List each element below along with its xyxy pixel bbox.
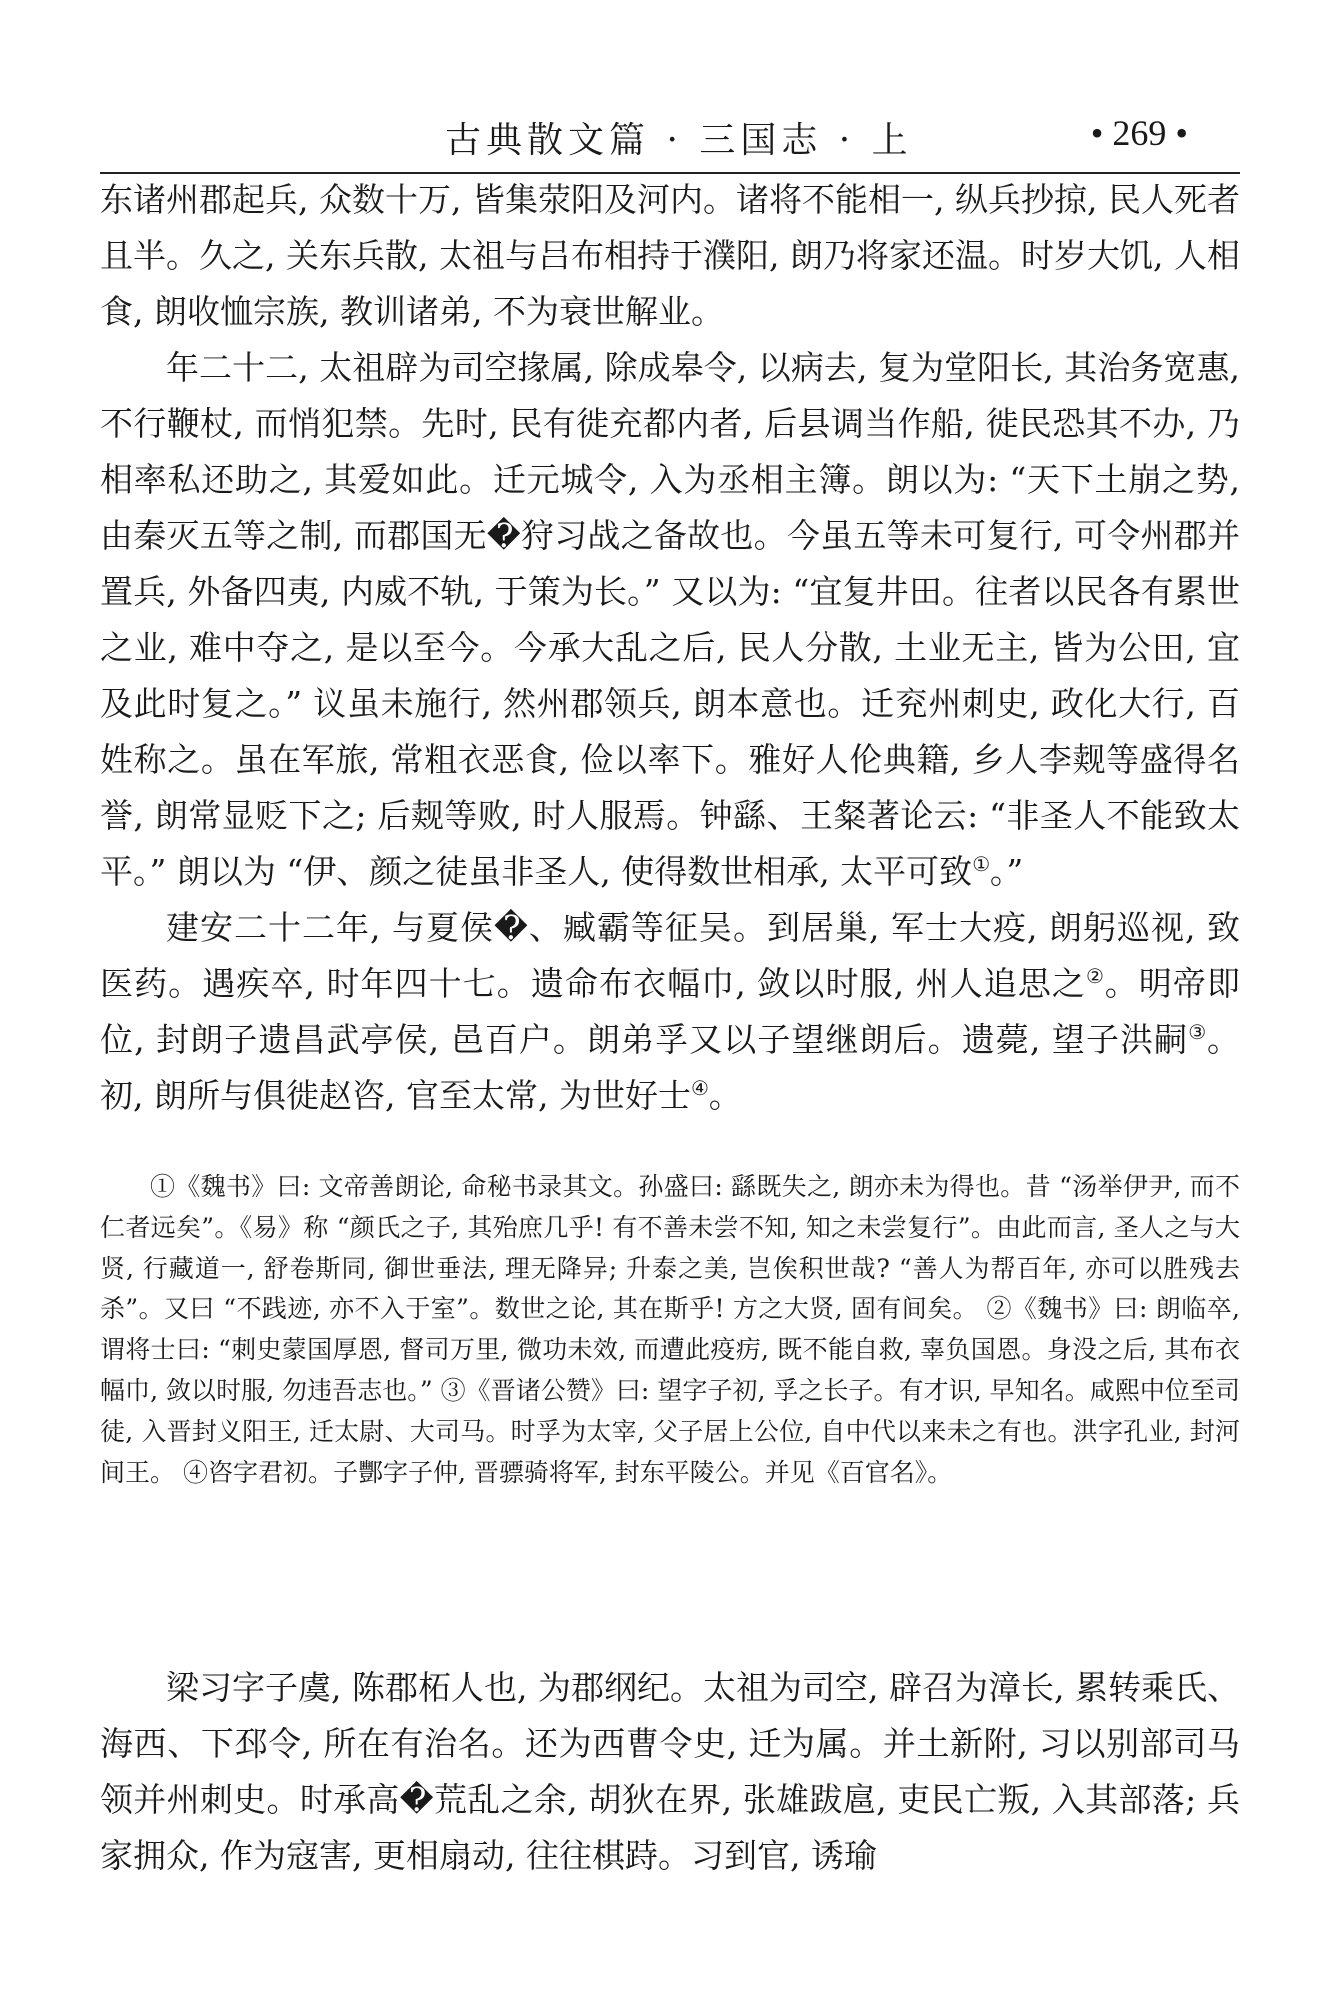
main-text-continued xyxy=(100,1660,1240,1884)
main-text xyxy=(100,172,1240,1124)
paragraph-text: 。 xyxy=(708,1076,742,1115)
paragraph-text: 建安二十二年, 与夏侯�、臧霸等征吴。到居巢, 军士大疫, 朗躬巡视, 致医药。遇疾卒, 时年四十七。遗命布衣幅巾, 敛以时服, 州人追思之 xyxy=(100,908,1240,1003)
paragraph-text: 。明帝即位, 封朗子遗昌武亭侯, 邑百户。朗弟孚又以子望继朗后。遗薨, 望子洪嗣 xyxy=(100,964,1241,1059)
footnote-marker: ③ xyxy=(1188,1021,1207,1045)
paragraph-text: 。” xyxy=(989,852,1024,891)
page-header xyxy=(100,100,1240,174)
footnote-marker: ② xyxy=(1085,965,1105,989)
footnote-marker: ① xyxy=(972,853,990,877)
paragraph: 东诸州郡起兵, 众数十万, 皆集荥阳及河内。诸将不能相一, 纵兵抄掠, 民人死者且半。久之, 关东兵散, 太祖与吕布相持于濮阳, 朗乃将家还温。时岁大饥, 人相食, 朗收恤宗族, 教训诸弟, 不为衰世解业。 xyxy=(100,180,1240,331)
paragraph-text: 年二十二, 太祖辟为司空掾属, 除成皋令, 以病去, 复为堂阳长, 其治务宽惠, 不行鞭杖, 而悄犯禁。先时, 民有徙充都内者, 后县调当作船, 徙民恐其不办, 乃相率私还助之, 其爱如此。迁元城令, 入为丞相主簿。朗以为: “天下土崩之势, 由秦灭五等之制, 而郡国无�狩习战之备故也。今虽五等未可复行, 可令州郡并置兵, 外备四夷, 内威不轨, 于策为长。” 又以为: “宜复井田。往者以民各有累世之业, 难中夺之, 是以至今。今承大乱之后, 民人分散, 土业无主, 皆为公田, 宜及此时复之。” 议虽未施行, 然州郡领兵, 朗本意也。迁兖州刺史, 政化大行, 百姓称之。虽在军旅, 常粗衣恶食, 俭以率下。雅好人伦典籍, 乡人李觌等盛得名誉, 朗常显贬下之; 后觌等败, 时人服焉。钟繇、王粲著论云: “非圣人不能致太平。” 朗以为 “伊、颜之徒虽非圣人, 使得数世相承, 太平可致 xyxy=(100,348,1240,891)
running-head: 古典散文篇 · 三国志 · 上 xyxy=(445,120,913,161)
footnote-marker: ④ xyxy=(690,1077,709,1101)
footnotes xyxy=(100,1167,1240,1493)
paragraph-text: 。初, 朗所与俱徙赵咨, 官至太常, 为世好士 xyxy=(100,1020,1240,1115)
paragraph xyxy=(100,900,1240,1124)
page-number: • 269 • xyxy=(1090,113,1188,153)
paragraph: 梁习字子虞, 陈郡柘人也, 为郡纲纪。太祖为司空, 辟召为漳长, 累转乘氏、海西、下邳令, 所在有治名。还为西曹令史, 迁为属。并土新附, 习以别部司马领并州刺史。时承高�荒乱之余, 胡狄在界, 张雄跋扈, 吏民亡叛, 入其部落; 兵家拥众, 作为寇害, 更相扇动, 往往棋跱。习到官, 诱瑜 xyxy=(100,1668,1240,1875)
paragraph xyxy=(100,340,1240,900)
footnote-text: ①《魏书》曰: 文帝善朗论, 命秘书录其文。孙盛曰: 繇既失之, 朗亦未为得也。昔 “汤举伊尹, 而不仁者远矣”。《易》称 “颜氏之子, 其殆庶几乎! 有不善未尝不知, 知之未尝复行”。由此而言, 圣人之与大贤, 行藏道一, 舒卷斯同, 御世垂法, 理无降异; 升泰之美, 岂俟积世哉? “善人为帮百年, 亦可以胜残去杀”。又曰 “不践迹, 亦不入于室”。数世之论, 其在斯乎! 方之大贤, 固有间矣。 ②《魏书》曰: 朗临卒, 谓将士曰: “刺史蒙国厚恩, 督司万里, 微功未效, 而遭此疫疠, 既不能自救, 辜负国恩。身没之后, 其布衣幅巾, 敛以时服, 勿违吾志也。” ③《晋诸公赞》曰: 望字子初, 孚之长子。有才识, 早知名。咸熙中位至司徒, 入晋封义阳王, 迁太尉、大司马。时孚为太宰, 父子居上公位, 自中代以来未之有也。洪字孔业, 封河间王。 ④咨字君初。子酆字子仲, 晋骠骑将军, 封东平陵公。并见《百官名》。 xyxy=(100,1172,1240,1487)
